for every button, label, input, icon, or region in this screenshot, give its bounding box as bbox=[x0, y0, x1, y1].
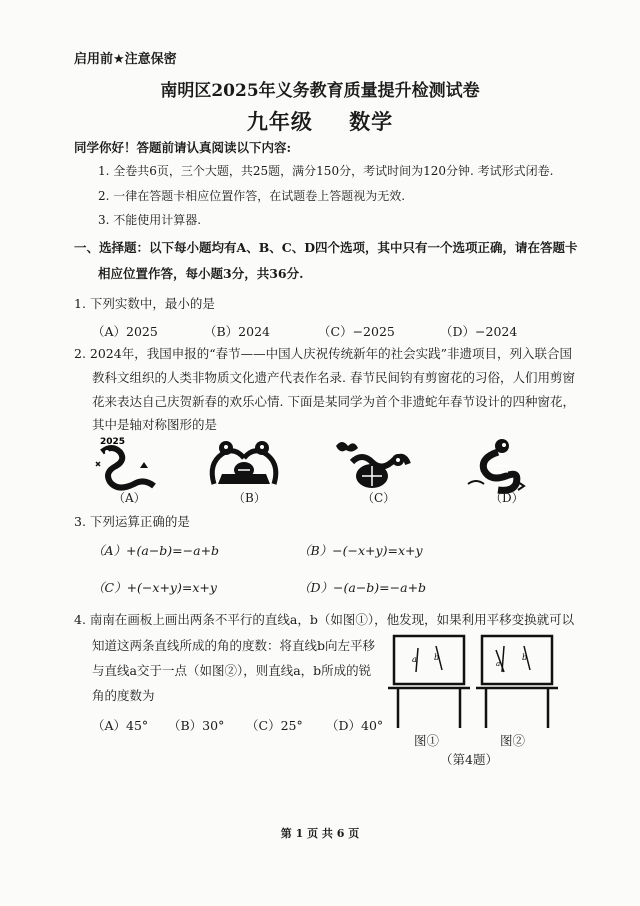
question-4-option-b: （B）30° bbox=[168, 718, 225, 733]
question-4-line-3: 与直线a交于一点（如图②），则直线a，b所成的锐 bbox=[92, 663, 372, 678]
papercut-d-label: （D） bbox=[490, 491, 524, 505]
question-2-line-1: 2. 2024年，我国申报的“春节——中国人庆祝传统新年的社会实践”非遗项目，列入联合国 bbox=[74, 346, 572, 361]
question-2-line-4: 其中是轴对称图形的是 bbox=[92, 417, 218, 432]
papercut-a-text: 2025 bbox=[100, 437, 126, 447]
papercut-c-snake-cloud-icon bbox=[336, 442, 408, 488]
section-1-heading-cont: 相应位置作答，每小题3分，共36分. bbox=[98, 266, 304, 281]
question-2-line-2: 教科文组织的人类非物质文化遗产代表作名录. 春节民间钧有剪窗花的习俗，人们用剪窗 bbox=[92, 370, 575, 385]
papercut-c-label: （C） bbox=[362, 491, 396, 505]
question-4-option-a: （A）45° bbox=[92, 718, 149, 733]
easel-figures bbox=[388, 632, 558, 732]
question-4-caption: （第4题） bbox=[440, 752, 498, 767]
papercut-figures bbox=[92, 432, 572, 494]
page-footer: 第 1 页 共 6 页 bbox=[280, 827, 360, 840]
confidential-note: 启用前★注意保密 bbox=[74, 52, 177, 67]
question-1-option-d: （D）−2024 bbox=[440, 324, 518, 339]
notice-item-2: 2. 一律在答题卡相应位置作答，在试题卷上答题视为无效. bbox=[98, 189, 406, 203]
figure-1-label: 图① bbox=[414, 733, 440, 748]
svg-text:b: b bbox=[434, 653, 440, 662]
question-4-option-d: （D）40° bbox=[326, 718, 384, 733]
svg-text:b: b bbox=[522, 653, 528, 662]
question-3-option-b: （B）−(−x+y)=x+y bbox=[298, 543, 423, 558]
question-4-line-1: 4. 南南在画板上画出两条不平行的直线a，b（如图①），他发现，如果利用平移变换就可以 bbox=[74, 612, 575, 627]
question-4-line-2: 知道这两条直线所成的角的度数：将直线b向左平移 bbox=[92, 638, 376, 653]
question-4-line-4: 角的度数为 bbox=[92, 688, 155, 703]
section-1-heading: 一、选择题：以下每小题均有A、B、C、D四个选项，其中只有一个选项正确，请在答题卡 bbox=[74, 240, 578, 255]
question-3-option-c: （C）+(−x+y)=x+y bbox=[92, 580, 217, 595]
exam-subtitle bbox=[0, 106, 640, 136]
notice-intro: 同学你好！答题前请认真阅读以下内容: bbox=[74, 140, 292, 155]
question-1-option-a: （A）2025 bbox=[92, 324, 158, 339]
papercut-a-snake-icon bbox=[96, 437, 154, 488]
notice-item-3: 3. 不能使用计算器. bbox=[98, 213, 202, 227]
question-3-option-d: （D）−(a−b)=−a+b bbox=[298, 580, 427, 595]
subject-label: 数学 bbox=[349, 109, 394, 134]
question-4-option-c: （C）25° bbox=[246, 718, 303, 733]
question-1-option-c: （C）−2025 bbox=[318, 324, 395, 339]
grade-label: 九年级 bbox=[246, 109, 313, 134]
figure-2-label: 图② bbox=[500, 733, 526, 748]
easel-figure-2 bbox=[476, 636, 558, 728]
question-1-stem: 1. 下列实数中，最小的是 bbox=[74, 296, 215, 311]
question-1-option-b: （B）2024 bbox=[204, 324, 270, 339]
exam-title: 南明区2025年义务教育质量提升检测试卷 bbox=[160, 81, 480, 101]
question-3-stem: 3. 下列运算正确的是 bbox=[74, 514, 190, 529]
papercut-d-coiled-snake-icon bbox=[468, 439, 524, 490]
svg-text:a: a bbox=[412, 655, 417, 664]
question-2-line-3: 花来表达自己庆贺新春的欢乐心情. 下面是某同学为首个非遗蛇年春节设计的四种窗花， bbox=[92, 394, 575, 409]
papercut-b-label: （B） bbox=[233, 491, 266, 505]
notice-item-1: 1. 全卷共6页，三个大题，共25题，满分150分，考试时间为120分钟. 考试形式闭卷. bbox=[98, 164, 554, 178]
papercut-b-twin-snake-icon bbox=[212, 441, 276, 484]
easel-figure-1 bbox=[388, 636, 470, 728]
svg-text:a: a bbox=[496, 660, 501, 668]
papercut-a-label: （A） bbox=[113, 491, 146, 505]
question-3-option-a: （A）+(a−b)=−a+b bbox=[92, 543, 220, 558]
